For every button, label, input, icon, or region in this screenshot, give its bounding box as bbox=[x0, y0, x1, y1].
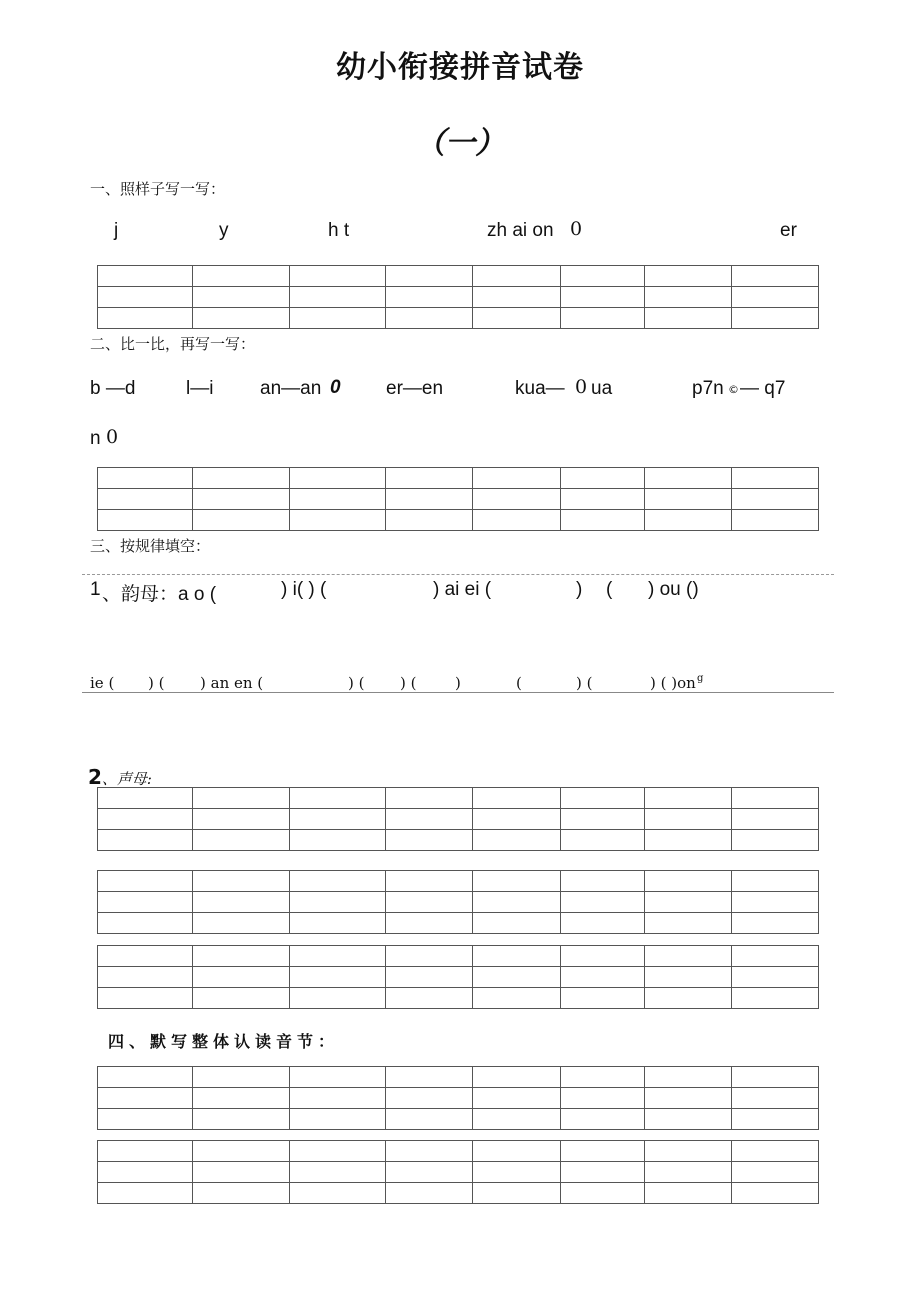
compare-kua: kua— bbox=[515, 378, 565, 399]
section2-heading: 二、比一比，再写一写： bbox=[90, 335, 256, 353]
finals2-part-5: ) ( bbox=[400, 674, 417, 692]
writing-grid-6[interactable] bbox=[97, 1066, 819, 1130]
example-er: er bbox=[780, 220, 797, 241]
finals2-part-9: ) ( )on bbox=[650, 674, 696, 692]
compare-q7: — q7 bbox=[740, 378, 786, 399]
writing-grid-5[interactable] bbox=[97, 945, 819, 1009]
compare-copyright-mark: © bbox=[728, 383, 739, 396]
compare-ua: ua bbox=[591, 378, 613, 399]
initials-label: 、声母: bbox=[101, 770, 152, 788]
example-zero: 0 bbox=[570, 218, 583, 240]
finals2-part-8: ) ( bbox=[576, 674, 593, 692]
finals2-part-1: ie ( bbox=[90, 674, 115, 692]
finals-number: 1 bbox=[90, 579, 101, 600]
finals2-part-4: ) ( bbox=[348, 674, 365, 692]
writing-grid-7[interactable] bbox=[97, 1140, 819, 1204]
compare-an-an: an—an bbox=[260, 378, 322, 399]
dashed-divider bbox=[82, 574, 834, 575]
writing-grid-2[interactable] bbox=[97, 467, 819, 531]
finals2-part-2: ) ( bbox=[148, 674, 165, 692]
section3-heading: 三、按规律填空： bbox=[90, 537, 211, 555]
example-y: y bbox=[219, 220, 229, 241]
compare-n-zero: 0 bbox=[106, 426, 119, 448]
compare-er-en: er—en bbox=[386, 378, 444, 399]
example-zh-ai-on: zh ai on bbox=[487, 220, 554, 241]
compare-p7n: p7n bbox=[692, 378, 724, 399]
page-title: 幼小衔接拼音试卷 bbox=[336, 50, 584, 85]
finals-part-4: ( bbox=[606, 579, 613, 600]
compare-an-zero: 0 bbox=[330, 377, 341, 398]
writing-grid-3[interactable] bbox=[97, 787, 819, 851]
page-subtitle: （一） bbox=[415, 126, 505, 161]
writing-grid-4[interactable] bbox=[97, 870, 819, 934]
finals-part-1: ) i( ) ( bbox=[281, 579, 327, 600]
initials-number: 2 bbox=[88, 765, 102, 789]
compare-kua-zero: 0 bbox=[575, 376, 588, 398]
initials-label-row bbox=[88, 765, 152, 789]
finals2-superscript: g bbox=[697, 673, 704, 684]
finals-part-5: ) ou () bbox=[648, 579, 699, 600]
finals-part-3: ) bbox=[576, 579, 583, 600]
compare-b-d: b —d bbox=[90, 378, 136, 399]
solid-divider bbox=[82, 692, 834, 693]
finals-prefix: 、韵母：a o ( bbox=[102, 584, 217, 605]
example-j: j bbox=[114, 220, 119, 241]
finals2-part-3: ) an en ( bbox=[200, 674, 264, 692]
finals2-part-6: ) bbox=[455, 674, 461, 692]
writing-grid-1[interactable] bbox=[97, 265, 819, 329]
section4-heading: 四、默写整体认读音节： bbox=[108, 1032, 340, 1051]
finals-part-2: ) ai ei ( bbox=[433, 579, 492, 600]
compare-l-i: l—i bbox=[186, 378, 214, 399]
finals2-part-7: ( bbox=[516, 674, 522, 692]
example-ht: h t bbox=[328, 220, 350, 241]
compare-n: n bbox=[90, 428, 101, 449]
section1-heading: 一、照样子写一写： bbox=[90, 180, 226, 198]
